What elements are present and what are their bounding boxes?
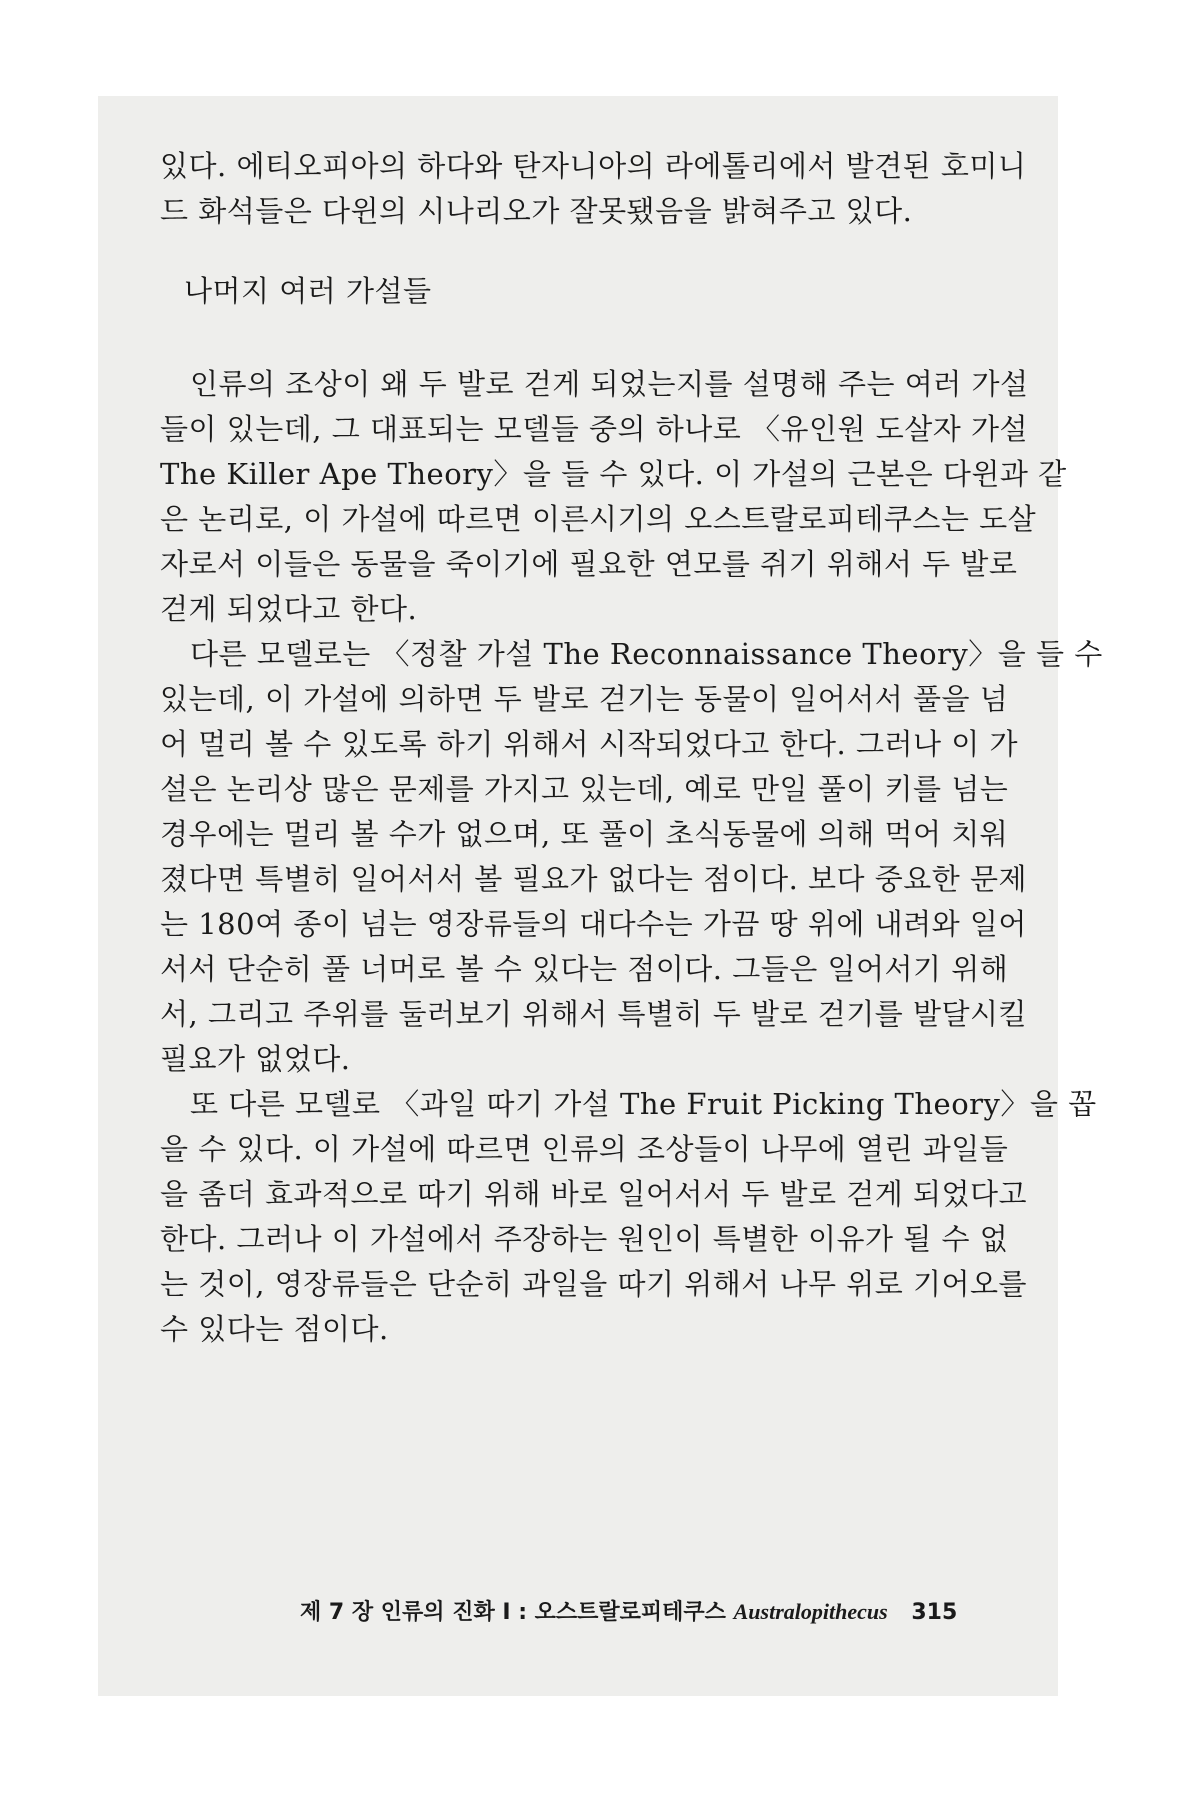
text-line: 서서 단순히 풀 너머로 볼 수 있다는 점이다. 그들은 일어서기 위해 bbox=[160, 952, 1009, 986]
text-line: The Killer Ape Theory〉을 들 수 있다. 이 가설의 근본은 다윈과 같 bbox=[160, 457, 1067, 491]
chapter-latin-name: Australopithecus bbox=[733, 1599, 888, 1624]
text-line: 있다. 에티오피아의 하다와 탄자니아의 라에톨리에서 발견된 호미니 bbox=[160, 149, 1027, 183]
page-footer bbox=[300, 1595, 1060, 1626]
text-line: 인류의 조상이 왜 두 발로 걷게 되었는지를 설명해 주는 여러 가설 bbox=[190, 367, 1029, 401]
text-line: 걷게 되었다고 한다. bbox=[160, 592, 418, 626]
page-number: 315 bbox=[911, 1600, 958, 1625]
text-line: 들이 있는데, 그 대표되는 모델들 중의 하나로 〈유인원 도살자 가설 bbox=[160, 412, 1029, 446]
body-text bbox=[160, 144, 1103, 1352]
text-line: 어 멀리 볼 수 있도록 하기 위해서 시작되었다고 한다. 그러나 이 가 bbox=[160, 727, 1018, 761]
text-line: 필요가 없었다. bbox=[160, 1042, 351, 1076]
text-line: 다른 모델로는 〈정찰 가설 The Reconnaissance Theory〉을 들 수 bbox=[190, 637, 1103, 671]
text-line: 졌다면 특별히 일어서서 볼 필요가 없다는 점이다. 보다 중요한 문제 bbox=[160, 862, 1028, 896]
text-line: 설은 논리상 많은 문제를 가지고 있는데, 예로 만일 풀이 키를 넘는 bbox=[160, 772, 1009, 806]
paragraph bbox=[160, 632, 1103, 1082]
text-line: 경우에는 멀리 볼 수가 없으며, 또 풀이 초식동물에 의해 먹어 치워 bbox=[160, 817, 1009, 851]
paragraph bbox=[160, 362, 1067, 632]
text-line: 은 논리로, 이 가설에 따르면 이른시기의 오스트랄로피테쿠스는 도살 bbox=[160, 502, 1037, 536]
section-heading: 나머지 여러 가설들 bbox=[184, 274, 432, 308]
text-line: 또 다른 모델로 〈과일 따기 가설 The Fruit Picking Theory〉을 꼽 bbox=[190, 1087, 1097, 1121]
text-line: 자로서 이들은 동물을 죽이기에 필요한 연모를 쥐기 위해서 두 발로 bbox=[160, 547, 1018, 581]
text-line: 서, 그리고 주위를 둘러보기 위해서 특별히 두 발로 걷기를 발달시킬 bbox=[160, 997, 1028, 1031]
paragraph bbox=[160, 1082, 1097, 1352]
text-line: 수 있다는 점이다. bbox=[160, 1312, 389, 1346]
text-line: 있는데, 이 가설에 의하면 두 발로 걷기는 동물이 일어서서 풀을 넘 bbox=[160, 682, 1009, 716]
text-line: 드 화석들은 다윈의 시나리오가 잘못됐음을 밝혀주고 있다. bbox=[160, 194, 913, 228]
text-line: 는 것이, 영장류들은 단순히 과일을 따기 위해서 나무 위로 기어오를 bbox=[160, 1267, 1028, 1301]
chapter-title: 제 7 장 인류의 진화 Ⅰ : 오스트랄로피테쿠스 bbox=[300, 1600, 726, 1625]
text-line: 을 수 있다. 이 가설에 따르면 인류의 조상들이 나무에 열린 과일들 bbox=[160, 1132, 1009, 1166]
intro-paragraph bbox=[160, 144, 1050, 234]
text-line: 한다. 그러나 이 가설에서 주장하는 원인이 특별한 이유가 될 수 없 bbox=[160, 1222, 1009, 1256]
text-line: 는 180여 종이 넘는 영장류들의 대다수는 가끔 땅 위에 내려와 일어 bbox=[160, 907, 1027, 941]
text-line: 을 좀더 효과적으로 따기 위해 바로 일어서서 두 발로 걷게 되었다고 bbox=[160, 1177, 1028, 1211]
